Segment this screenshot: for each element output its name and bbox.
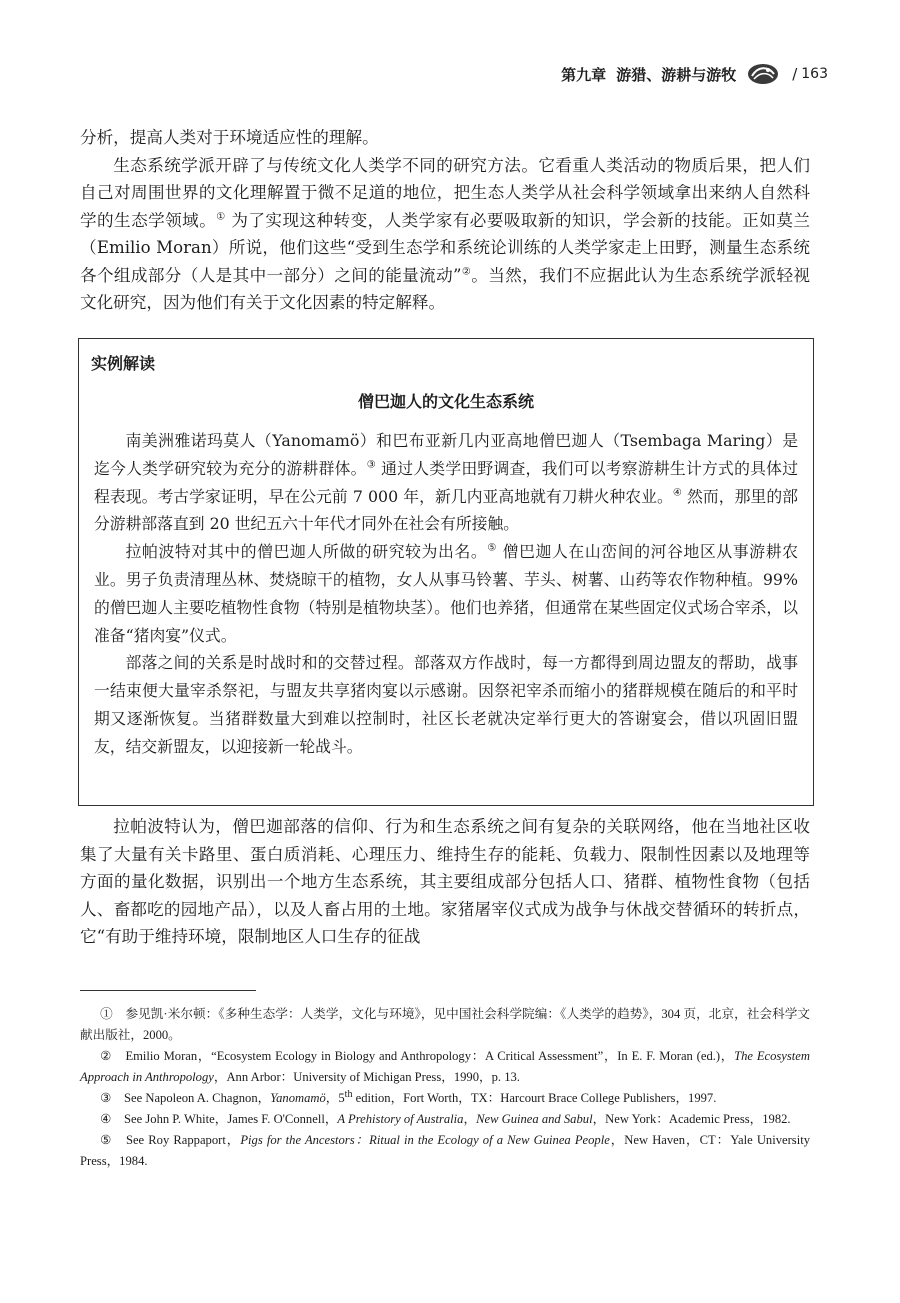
text-run: 。当然，我们不应据此认为生态系统学派轻视文化研究，因为他们有关于文化因素的特定解释。 [80, 265, 811, 312]
footnotes [80, 1004, 810, 1172]
footnote-2 [80, 1046, 810, 1088]
running-header [561, 62, 828, 86]
text-run: ，New York：Academic Press，1982. [592, 1112, 791, 1126]
book-title: A Prehistory of Australia [337, 1112, 464, 1126]
book-title: New Guinea and Sabul [476, 1112, 593, 1126]
paragraph: 分析，提高人类对于环境适应性的理解。 [80, 128, 379, 147]
body-text-top [80, 124, 810, 317]
text-run: ，Ann Arbor：University of Michigan Press，1990，p. 13. [213, 1070, 520, 1084]
text-run: 僧巴迦人在山峦间的河谷地区从事游耕农业。男子负责清理丛林、焚烧晾干的植物，女人从事马铃薯、芋头、树薯、山药等农作物种植。99%的僧巴迦人主要吃植物性食物（特别是植物块茎）。他们也养猪，但通常在某些固定仪式场合宰杀，以准备“猪肉宴”仪式。 [94, 542, 798, 645]
text-run: 南美洲雅诺玛莫人（Yanomamö）和巴布亚新几内亚高地僧巴迦人（Tsembaga Maring）是迄今人类学研究较为充分的游耕群体。 [94, 431, 798, 478]
footnote-ref: ④ [672, 487, 682, 499]
footnote-ref: ① [216, 210, 226, 222]
case-study-box [78, 338, 814, 806]
text-run: ⑤ See Roy Rappaport， [100, 1133, 241, 1147]
box-body [94, 427, 798, 761]
footnote-ref: ⑤ [487, 542, 497, 554]
page-number: 163 [801, 66, 828, 82]
text-run: 生态系统学派开辟了与传统文化人类学不同的研究方法。它看重人类活动的物质后果，把人们自己对周围世界的文化理解置于微不足道的地位，把生态人类学从社会科学领域拿出来纳人自然科学的生态学领域。 [80, 155, 810, 230]
book-title: Yanomamö [270, 1091, 326, 1105]
footnote-5 [80, 1130, 810, 1172]
text-run: ，New Haven，CT：Yale University Press，1984. [80, 1133, 810, 1168]
paragraph: 部落之间的关系是时战时和的交替过程。部落双方作战时，每一方都得到周边盟友的帮助，战事一结束便大量宰杀祭祀，与盟友共享猪肉宴以示感谢。因祭祀宰杀而缩小的猪群规模在随后的和平时期又逐渐恢复。当猪群数量大到难以控制时，社区长老就决定举行更大的答谢宴会，借以巩固旧盟友，结交新盟友，以迎接新一轮战斗。 [94, 653, 798, 756]
paragraph [80, 152, 810, 317]
ordinal-suffix: th [344, 1088, 353, 1100]
text-run: 拉帕波特对其中的僧巴迦人所做的研究较为出名。 [125, 542, 488, 562]
book-title: Pigs for the Ancestors：Ritual in the Ecology of a New Guinea People [240, 1133, 610, 1147]
text-run: 为了实现这种转变，人类学家有必要吸取新的知识，学会新的技能。正如莫兰（Emilio Moran）所说，他们这些“受到生态学和系统论训练的人类学家走上田野，测量生态系统各个组成部分（人是其中一部分）之间的能量流动” [80, 210, 810, 285]
paragraph [94, 538, 798, 649]
text-run: ② Emilio Moran，“Ecosystem Ecology in Biology and Anthropology：A Critical Assessment”，In E. F. Moran (ed.)， [100, 1049, 735, 1063]
text-run: edition，Fort Worth，TX：Harcourt Brace College Publishers，1997. [352, 1091, 717, 1105]
footnote-3 [80, 1088, 810, 1109]
ornament-logo-icon [746, 62, 780, 86]
text-run: ，5 [325, 1091, 345, 1105]
chapter-title: 游猎、游耕与游牧 [616, 65, 737, 84]
body-text-bottom [80, 813, 810, 951]
paragraph [94, 427, 798, 538]
footnote-divider [80, 990, 256, 991]
book-title: The Ecosystem Approach in Anthropology [80, 1049, 810, 1084]
box-label: 实例解读 [91, 354, 156, 373]
text-run: ④ See John P. White，James F. O'Connell， [100, 1112, 338, 1126]
text-run: ③ See Napoleon A. Chagnon， [100, 1091, 271, 1105]
footnote-4 [80, 1109, 810, 1130]
footnote-ref: ③ [366, 459, 376, 471]
box-title: 僧巴迦人的文化生态系统 [357, 392, 534, 411]
header-separator: / [792, 65, 798, 83]
footnote-1: ① 参见凯·米尔顿：《多种生态学：人类学，文化与环境》，见中国社会科学院编：《人类学的趋势》，304 页，北京，社会科学文献出版社，2000。 [80, 1007, 810, 1042]
paragraph: 拉帕波特认为，僧巴迦部落的信仰、行为和生态系统之间有复杂的关联网络，他在当地社区收集了大量有关卡路里、蛋白质消耗、心理压力、维持生存的能耗、负载力、限制性因素以及地理等方面的量化数据，识别出一个地方生态系统，其主要组成部分包括人口、猪群、植物性食物（包括人、畜都吃的园地产品），以及人畜占用的土地。家猪屠宰仪式成为战争与休战交替循环的转折点，它“有助于维持环境，限制地区人口生存的征战 [80, 817, 810, 946]
text-run: 然而，那里的部分游耕部落直到 20 世纪五六十年代才同外在社会有所接触。 [94, 486, 798, 534]
chapter-number: 第九章 [561, 65, 607, 84]
text-run: ， [463, 1112, 477, 1126]
footnote-ref: ② [461, 265, 472, 277]
text-run: 通过人类学田野调查，我们可以考察游耕生计方式的具体过程表现。考古学家证明，早在公元前 7 000 年，新几内亚高地就有刀耕火种农业。 [94, 458, 798, 506]
